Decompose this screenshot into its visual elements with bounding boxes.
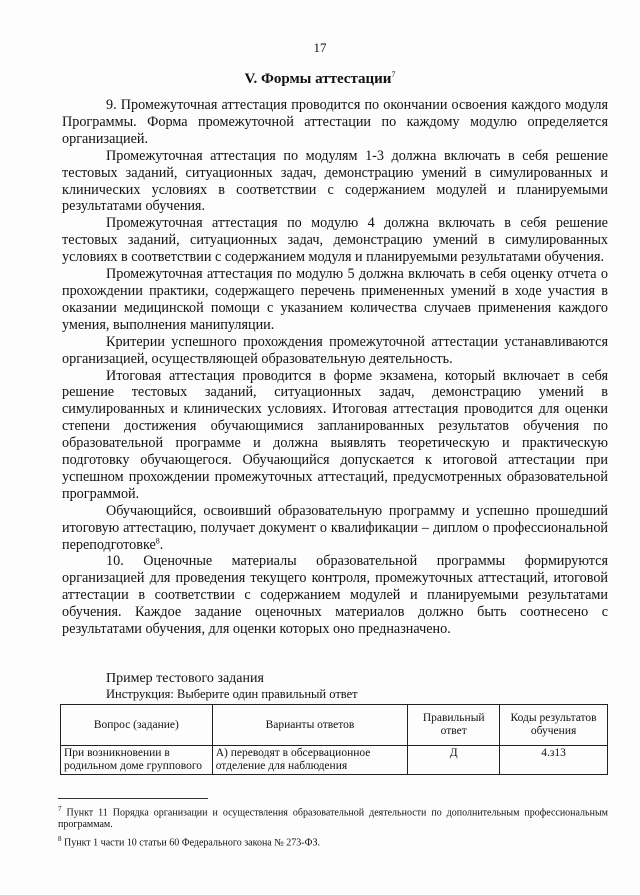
test-question-table [60, 704, 608, 775]
diploma-footnote-mark: 8 [155, 535, 160, 545]
title-footnote-mark: 7 [391, 70, 396, 79]
paragraph-diploma-text: Обучающийся, освоивший образовательную программу и успешно прошедший итоговую аттестацию, получает документ о квалификации – диплом о профессиональной переподготовке [62, 502, 608, 553]
footnote-text: Пункт 11 Порядка организации и осуществления образовательной деятельности по дополнительным профессиональным программам. [58, 807, 609, 831]
paragraph-module-5: Промежуточная аттестация по модулю 5 должна включать в себя оценку отчета о прохождении практики, содержащего перечень примененных умений в ходе участия в оказании медицинской помощи с указанием количества случаев применения каждого умения, выполнения манипуляции. [62, 266, 608, 333]
paragraph-diploma-end: . [159, 536, 164, 553]
footnotes [58, 803, 608, 852]
body-text [62, 97, 608, 638]
cell-correct-answer: Д [408, 746, 500, 775]
cell-question: При возникновении в родильном доме группового [61, 746, 213, 775]
table-header-row [61, 705, 608, 746]
section-title [0, 70, 640, 88]
paragraph-9: 9. Промежуточная аттестация проводится по окончании освоения каждого модуля Программы. Форма промежуточной аттестации по каждому модулю определяется организацией. [62, 97, 608, 147]
paragraph-10: 10. Оценочные материалы образовательной программы формируются организацией для проведения текущего контроля, промежуточных аттестаций, итоговой аттестации в соответствии с содержанием модулей и планируемыми результатами обучения. Каждое задание оценочных материалов должно быть соотнесено с результатами обучения, для оценки которых оно предназначено. [62, 553, 608, 638]
footnote-text: Пункт 1 части 10 статьи 60 Федерального закона № 273-ФЗ. [64, 837, 321, 849]
header-question: Вопрос (задание) [61, 705, 213, 746]
header-answers: Варианты ответов [212, 705, 408, 746]
header-result-codes: Коды результатов обучения [500, 705, 608, 746]
paragraph-criteria: Критерии успешного прохождения промежуточной аттестации устанавливаются организацией, осуществляющей образовательную деятельность. [62, 333, 608, 367]
example-heading: Пример тестового задания [106, 671, 264, 686]
paragraph-final-attestation: Итоговая аттестация проводится в форме экзамена, который включает в себя решение тестовых заданий, ситуационных задач, демонстрацию умений в симулированных и клинических условиях. Итоговая аттестация проводится для оценки степени достижения обучающимися запланированных результатов обучения по образовательной программе и должна выявлять теоретическую и практическую подготовку обучающегося. Обучающийся допускается к итоговой аттестации при успешном прохождении промежуточных аттестаций, предусмотренных образовательной программой. [62, 367, 608, 502]
paragraph-diploma [62, 503, 608, 554]
footnote-mark: 8 [58, 835, 62, 844]
footnote-divider [58, 798, 208, 799]
table-row [61, 746, 608, 775]
paragraph-modules-1-3: Промежуточная аттестация по модулям 1-3 должна включать в себя решение тестовых заданий, ситуационных задач, демонстрацию умений в симулированных и клинических условиях в соответствии с содержанием модулей и планируемыми результатами обучения. [62, 147, 608, 215]
cell-result-code: 4.з13 [500, 746, 608, 775]
footnote-mark: 7 [58, 805, 62, 813]
paragraph-module-4: Промежуточная аттестация по модулю 4 должна включать в себя решение тестовых заданий, ситуационных задач, демонстрацию умений в симулированных условиях в соответствии с содержанием модуля и планируемыми результатами обучения. [62, 215, 608, 266]
header-correct-answer: Правильный ответ [408, 705, 500, 746]
footnote-8 [58, 833, 608, 849]
instruction-text: Инструкция: Выберите один правильный ответ [106, 687, 358, 701]
page-number: 17 [313, 40, 327, 55]
cell-answer-option: А) переводят в обсервационное отделение для наблюдения [212, 746, 408, 775]
footnote-7 [58, 803, 608, 831]
section-title-text: V. Формы аттестации [244, 71, 392, 87]
